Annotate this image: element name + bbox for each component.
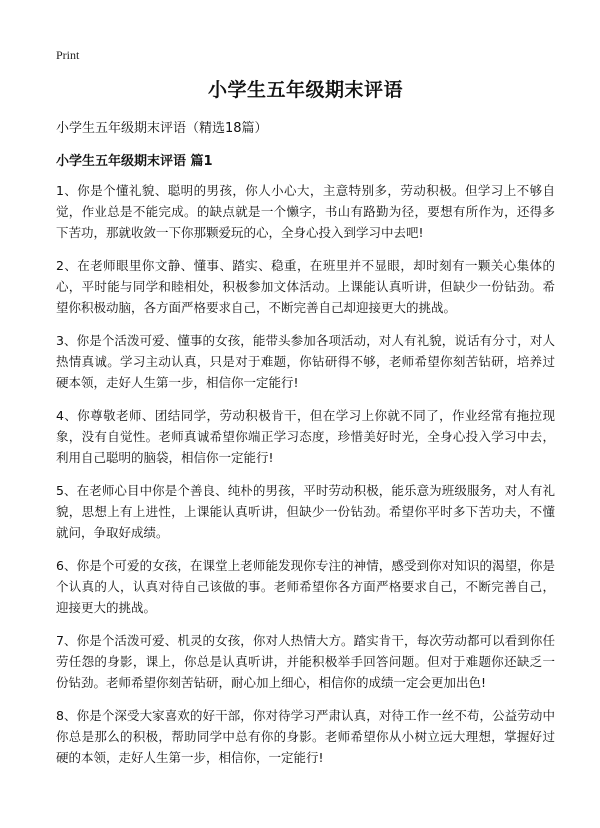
page-title: 小学生五年级期末评语 (207, 79, 403, 101)
paragraph-6: 6、你是个可爱的女孩，在课堂上老师能发现你专注的神情，感受到你对知识的渴望，你是个认真的人，认真对待自己该做的事。老师希望你各方面严格要求自己，不断完善自己，迎接更大的挑战。 (56, 558, 555, 615)
paragraph-8: 8、你是个深受大家喜欢的好干部，你对待学习严肃认真，对待工作一丝不苟，公益劳动中你总是那么的积极，帮助同学中总有你的身影。老师希望你从小树立远大理想，掌握好过硬的本领，走好人生第一步，相信你，一定能行! (56, 708, 555, 765)
paragraph-4: 4、你尊敬老师、团结同学，劳动积极肯干，但在学习上你就不同了，作业经常有拖拉现象，没有自觉性。老师真诚希望你端正学习态度，珍惜美好时光，全身心投入学习中去，利用自己聪明的脑袋，相信你一定能行! (56, 408, 555, 465)
document-subtitle: 小学生五年级期末评语（精选18篇） (56, 121, 268, 136)
paragraph-1: 1、你是个懂礼貌、聪明的男孩，你人小心大，主意特别多，劳动积极。但学习上不够自觉，作业总是不能完成。的缺点就是一个懒字，书山有路勤为径，要想有所作为，还得多下苦功，那就收敛一下你那颗爱玩的心，全身心投入到学习中去吧! (56, 183, 555, 240)
paragraph-7: 7、你是个活泼可爱、机灵的女孩，你对人热情大方。踏实肯干，每次劳动都可以看到你任劳任怨的身影，课上，你总是认真听讲，并能积极举手回答问题。但对于难题你还缺乏一份钻劲。老师希望你刻苦钻研，耐心加上细心，相信你的成绩一定会更加出色! (56, 633, 555, 690)
paragraph-list (56, 180, 555, 768)
paragraph-3: 3、你是个活泼可爱、懂事的女孩，能带头参加各项活动，对人有礼貌，说话有分寸，对人热情真诚。学习主动认真，只是对于难题，你钻研得不够，老师希望你刻苦钻研，培养过硬本领，走好人生第一步，相信你一定能行! (56, 333, 555, 390)
paragraph-5: 5、在老师心目中你是个善良、纯朴的男孩，平时劳动积极，能乐意为班级服务，对人有礼貌，思想上有上进性，上课能认真听讲，但缺少一份钻劲。希望你平时多下苦功夫，不懂就问，争取好成绩。 (56, 483, 555, 540)
section-heading: 小学生五年级期末评语 篇1 (56, 154, 213, 169)
paragraph-2: 2、在老师眼里你文静、懂事、踏实、稳重，在班里并不显眼，却时刻有一颗关心集体的心，平时能与同学和睦相处，积极参加文体活动。上课能认真听讲，但缺少一份钻劲。希望你积极动脑，各方面严格要求自己，不断完善自己却迎接更大的挑战。 (56, 258, 555, 315)
print-link[interactable]: Print (56, 48, 80, 62)
